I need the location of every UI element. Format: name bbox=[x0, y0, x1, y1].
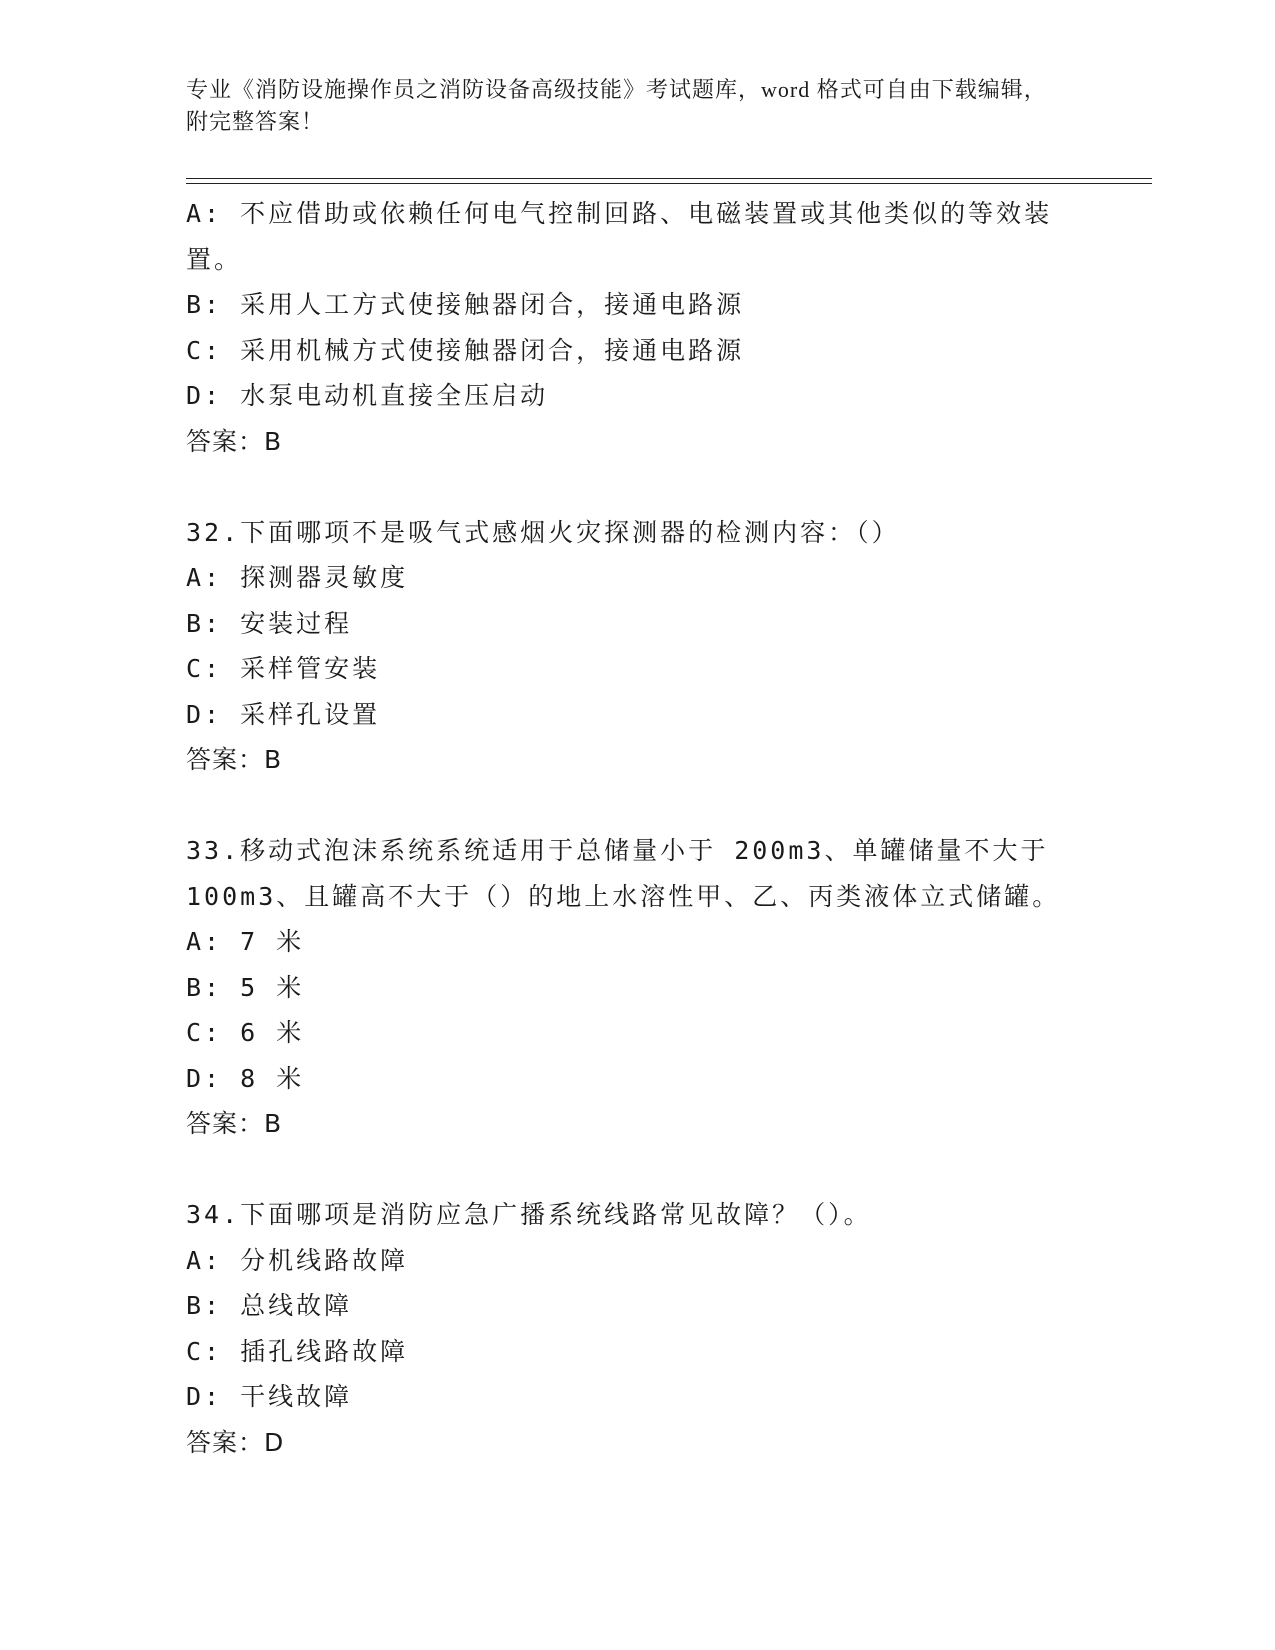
answer-line: 答案：D bbox=[186, 1427, 285, 1457]
option-a: A: 探测器灵敏度 bbox=[186, 563, 409, 592]
header-divider-top bbox=[186, 178, 1152, 179]
answer-line: 答案：B bbox=[186, 1109, 283, 1138]
option-d: D: 采样孔设置 bbox=[186, 699, 381, 729]
answer-line: 答案：B bbox=[186, 745, 283, 774]
option-b: B: 总线故障 bbox=[186, 1291, 353, 1320]
option-a: A: 分机线路故障 bbox=[186, 1245, 409, 1275]
option-b: B: 安装过程 bbox=[186, 608, 353, 638]
question-block-31 bbox=[186, 191, 1086, 464]
option-b: B: 采用人工方式使接触器闭合，接通电路源 bbox=[186, 290, 745, 319]
spacer bbox=[186, 783, 1086, 829]
option-a: A: 7 米 bbox=[186, 927, 305, 956]
option-c: C: 6 米 bbox=[186, 1018, 305, 1047]
header-divider-bottom bbox=[186, 183, 1152, 184]
question-block-32 bbox=[186, 510, 1086, 783]
option-a: A: 不应借助或依赖任何电气控制回路、电磁装置或其他类似的等效装置。 bbox=[186, 199, 1053, 274]
spacer bbox=[186, 464, 1086, 510]
question-stem: 32.下面哪项不是吸气式感烟火灾探测器的检测内容：（） bbox=[186, 517, 900, 547]
question-stem: 34.下面哪项是消防应急广播系统线路常见故障？（）。 bbox=[186, 1200, 872, 1229]
document-header: 专业《消防设施操作员之消防设备高级技能》考试题库，word 格式可自由下载编辑，附完整答案！ bbox=[186, 77, 1047, 134]
answer-line: 答案：B bbox=[186, 426, 283, 456]
spacer bbox=[186, 1147, 1086, 1193]
question-block-34 bbox=[186, 1192, 1086, 1465]
option-c: C: 采样管安装 bbox=[186, 654, 381, 683]
question-block-33 bbox=[186, 828, 1086, 1147]
option-d: D: 干线故障 bbox=[186, 1382, 353, 1411]
option-c: C: 插孔线路故障 bbox=[186, 1336, 409, 1366]
option-c: C: 采用机械方式使接触器闭合，接通电路源 bbox=[186, 335, 745, 365]
option-b: B: 5 米 bbox=[186, 972, 305, 1002]
option-d: D: 8 米 bbox=[186, 1063, 305, 1093]
question-stem: 33.移动式泡沫系统系统适用于总储量小于 200m3、单罐储量不大于 100m3、且罐高不大于（）的地上水溶性甲、乙、丙类液体立式储罐。 bbox=[186, 836, 1061, 911]
question-list bbox=[186, 191, 1086, 1465]
option-d: D: 水泵电动机直接全压启动 bbox=[186, 381, 549, 410]
